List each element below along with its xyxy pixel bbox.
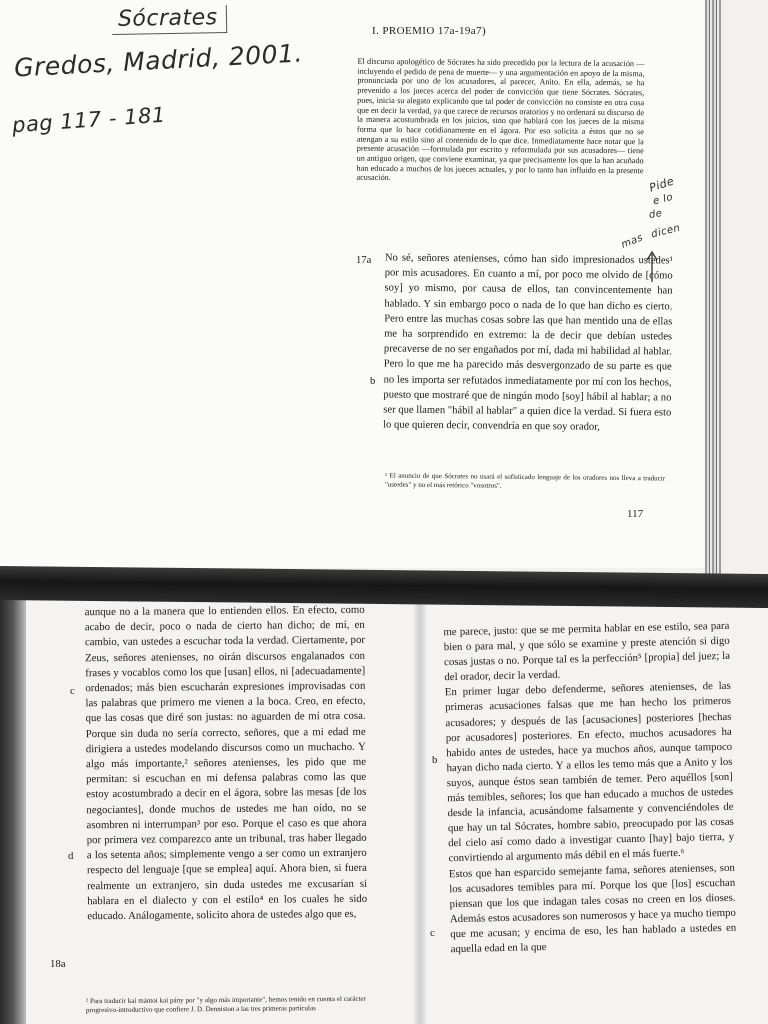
stephanus-c-right: c <box>430 927 435 939</box>
margin-note-2: e lo <box>651 191 675 208</box>
left-column <box>85 603 368 925</box>
running-head-text: I. PROEMIO 17a-19a7) <box>372 25 487 37</box>
running-head <box>372 25 486 37</box>
stephanus-17a: 17a <box>356 255 372 266</box>
page-number: 117 <box>627 508 644 520</box>
handwritten-source: Gredos, Madrid, 2001. <box>13 38 304 83</box>
column-gutter <box>414 596 426 1024</box>
right-column-p3: Estos que han esparcido semejante fama, señores atenienses, son los acusadores temibles para mí. Porque los que [los] escuchan piensan que los que indagan tales cosas no creen en los dioses. Además estos acusadores son numerosos y hace ya mucho tiempo que me acusan; y encima de eso, les han hablado a ustedes en aquella edad en la que <box>448 861 737 956</box>
stephanus-18a: 18a <box>50 958 66 970</box>
stephanus-b-right: b <box>432 754 438 766</box>
main-text-top <box>383 250 673 435</box>
right-column <box>443 619 736 957</box>
margin-note-4: dicen <box>650 222 682 241</box>
right-column-p1: me parece, justo: que se me permita hablar en ese estilo, sea para bien o para mal, y que sólo se examine y preste atención si digo cosas justas o no. Porque tal es la perfección⁵ [propia] del juez; la del orador, decir la verdad. <box>443 619 731 684</box>
footnote-2: ² Para traducir kaì mántoi kaì pány por "y algo más importante", hemos tenido en cuenta el carácter progresivo-introductivo que confiere J. D. Denniston a las tres primeras partículas <box>85 994 366 1015</box>
footnote-1: ¹ El anuncio de que Sócrates no usará el sofisticado lenguaje de los oradores nos lleva a traducir "ustedes" y no el más retórico "vosotros". <box>384 471 666 490</box>
binding-shadow <box>0 596 26 1024</box>
handwritten-title <box>112 5 227 35</box>
margin-note-5: mas <box>619 232 645 251</box>
margin-note-1: Pide <box>647 174 676 195</box>
right-column-p2: En primer lugar debo defenderme, señores atenienses, de las primeras acusaciones falsas que me han hecho los primeros acusadores; y después de las [acusaciones] posteriores [hechas por acusadores] posteriores. En efecto, muchos acusadores ha habido antes de ustedes, hace ya muchos años, aunque tampoco hayan dicho nada cierto. Y a ellos les temo más que a Anito y los suyos, aunque éstos sean también de temer. Pero aquéllos [son] más temibles, señores; los que han educado a muchos de ustedes desde la infancia, acusándome falsamente y convenciéndoles de que hay un tal Sócrates, hombre sabio, preocupado por las cosas del cielo así como dado a investigar cuanto [hay] bajo tierra, y convirtiendo al argumento más débil en el más fuerte.⁶ <box>444 680 735 865</box>
book-edge <box>705 0 721 580</box>
left-column-text: aunque no a la manera que lo entienden ellos. En efecto, como acabo de decir, poco o nada de cierto han dicho; de mí, en cambio, van ustedes a escuchar toda la verdad. Ciertamente, por Zeus, señores atenienses, no oirán discursos engalanados con frases y vocablos como los que [usan] ellos, ni [adecuadamente] ordenados; más bien escucharán expresiones improvisadas con las palabras que primero me vienen a la boca. Creo, en efecto, que las cosas que diré son justas: no aguarden de mí otra cosa. Porque sin duda no sería correcto, señores, que a mi edad me dirigiera a ustedes modelando discursos como un muchacho. Y algo más importante,² señores atenienses, les pido que me permitan: si escuchan en mi defensa palabras como las que estoy acostumbrado a decir en el ágora, sobre las mesas [de los negociantes], donde muchos de ustedes me han oído, no se asombren ni interrumpan³ por eso. Porque el caso es que ahora por primera vez comparezco ante un tribunal, tras haber llegado a los setenta años; simplemente vengo a ser como un extranjero respecto del lenguaje [que se emplea] aquí. Ahora bien, si fuera realmente un extranjero, sin duda ustedes me excusarían si hablara en el dialecto y con el estilo⁴ en los cuales he sido educado. Análogamente, solicito ahora de ustedes algo que es, <box>84 603 368 923</box>
handwritten-pages: pag 117 - 181 <box>11 102 167 138</box>
main-paragraph: No sé, señores atenienses, cómo han sido impresionados ustedes¹ por mis acusadores. En cuanto a mí, por poco me olvido de [cómo soy] yo mismo, por causa de ellos, tan convincentemente han hablado. Y sin embargo poco o nada de lo que han dicho es cierto. Pero entre las muchas cosas sobre las que han mentido una de ellas me ha sorprendido en extremo: la de decir que debían ustedes precaverse de no ser engañados por mí, dada mi habilidad al hablar. Pero lo que me ha parecido más desvergonzado de su parte es que no les importa ser refutados inmediatamente por mí con los hechos, puesto que mostraré que de ningún modo [soy] hábil al hablar; a no ser que llamen "hábil al hablar" a quien dice la verdad. Si fuera esto lo que quieren decir, convendría en que soy orador, <box>383 252 673 433</box>
stephanus-c-left: c <box>70 685 75 697</box>
stephanus-d-left: d <box>68 850 74 862</box>
section-summary: El discurso apologético de Sócrates ha sido precedido por la lectura de la acusación —incluyendo el pedido de pena de muerte— y una argumentación en apoyo de la misma, pronunciada por uno de los acusadores, al parecer, Anito. En ella, además, se ha prevenido a los jueces acerca del poder de convicción que tiene Sócrates. Sócrates, pues, inicia su alegato explicando que tal poder de convicción no consiste en otra cosa que en decir la verdad, ya que carece de recursos oratorios y no ordenará su discurso de la manera acostumbrada en los juicios, sino que hablará con los jueces de la misma forma que lo hace cotidianamente en el ágora. Por eso solicita a éstos que no se atengan a su estilo sino al contenido de lo que dice. Inmediatamente hace notar que la presente acusación —formulada por escrito y reformulada por sus acusadores— tiene un antiguo origen, que conviene examinar, ya que precisamente los que la han acuñado han educado a muchos de los jueces actuales, y por lo tanto han influido en la presente acusación. <box>356 56 645 183</box>
handwritten-title-text: Sócrates <box>117 5 218 32</box>
margin-note-3: de <box>648 207 664 222</box>
stephanus-b-top: b <box>370 376 376 387</box>
